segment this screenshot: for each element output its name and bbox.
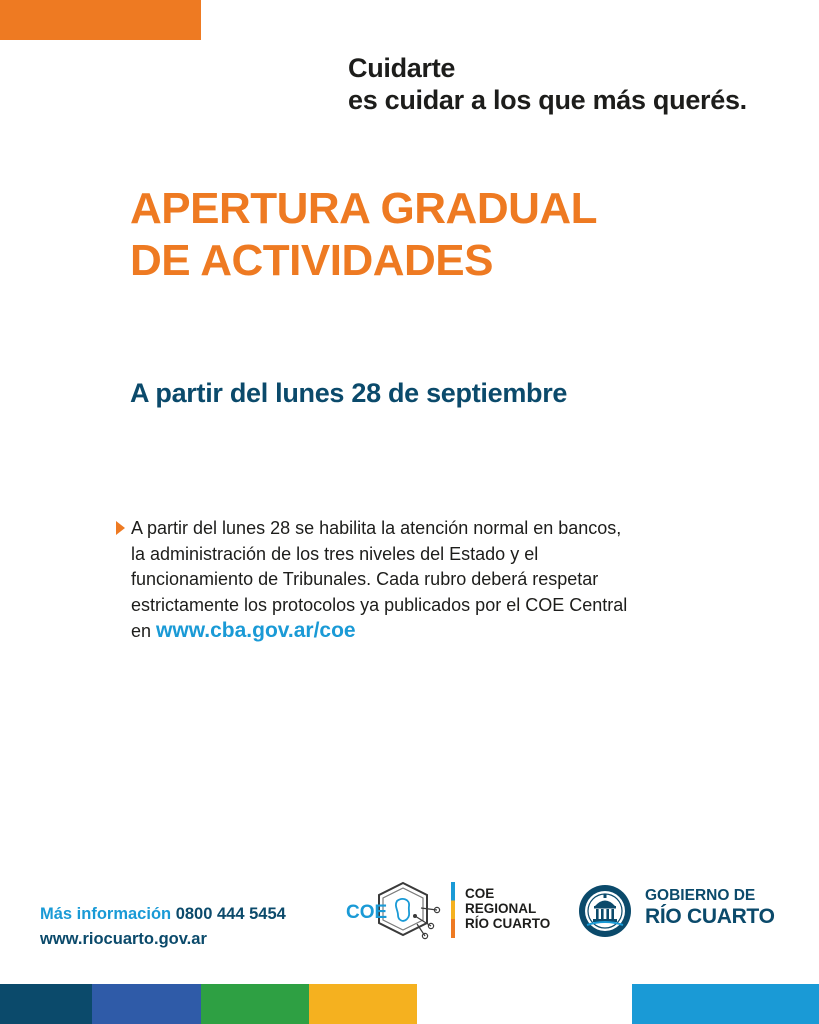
footer-info-line [40,902,286,927]
footer-contact [40,902,286,952]
headline-line-1: APERTURA GRADUAL [130,184,598,233]
headline [130,183,597,287]
coe-line-3: RÍO CUARTO [465,916,551,931]
coe-mark-text: COE [346,902,388,923]
body-line-5 [131,618,716,645]
coe-color-divider [451,882,455,938]
body-line-4: estrictamente los protocolos ya publicados por el COE Central [131,594,628,615]
body-link-prefix: en [131,621,157,641]
strip-light-blue [632,984,819,1024]
strip-navy [0,984,92,1024]
strip-green [201,984,309,1024]
info-phone[interactable]: 0800 444 5454 [175,905,286,923]
coe-logo-icon [345,880,445,942]
coe-line-2: REGIONAL [465,901,537,916]
info-label: Más información [40,905,172,923]
coe-website-link[interactable]: www.cba.gov.ar/coe [156,619,356,642]
building-circle-emblem-icon [577,883,633,939]
coe-regional-label [465,886,550,931]
body-line-2: la administración de los tres niveles del Estado y el [131,543,539,564]
gobierno-line-2: RÍO CUARTO [645,905,775,928]
tagline [348,52,747,116]
gobierno-line-1: GOBIERNO DE [645,887,756,904]
subhead-date: A partir del lunes 28 de septiembre [130,378,568,408]
tagline-line-2: es cuidar a los que más querés. [348,85,747,115]
announcement-text [131,516,716,645]
orange-triangle-bullet-icon [116,521,125,535]
info-website[interactable]: www.riocuarto.gov.ar [40,930,207,948]
coe-line-1: COE [465,886,495,901]
announcement-body [116,516,716,645]
tagline-line-1: Cuidarte [348,53,456,83]
headline-line-2: DE ACTIVIDADES [130,236,493,285]
strip-blue [92,984,201,1024]
body-line-1: A partir del lunes 28 se habilita la atención normal en bancos, [131,518,622,538]
gobierno-logo-text [645,887,775,929]
body-line-3: funcionamiento de Tribunales. Cada rubro deberá respetar [131,569,599,589]
strip-yellow [309,984,417,1024]
top-accent-bar [0,0,201,40]
